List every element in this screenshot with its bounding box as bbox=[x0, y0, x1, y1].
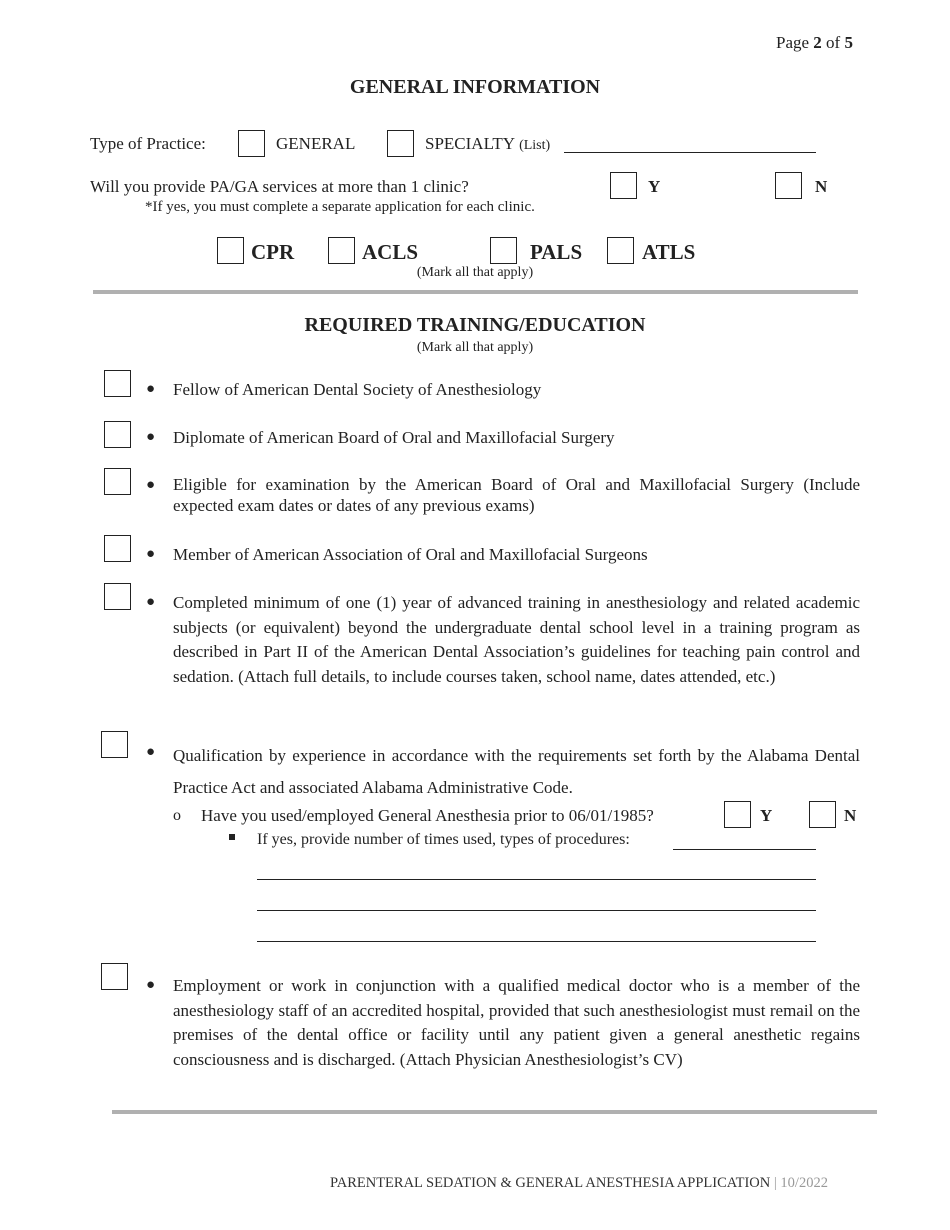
training-item-7: Employment or work in conjunction with a qualified medical doctor who is a member of the anesthesiology staff of an accredited hospital, provided that such anesthesiologist must remail on the premises of the dental office or facility until any patient given a general anesthetic regains consciousness and is discharged. (Attach Physician Anesthesiologist’s CV) bbox=[173, 976, 860, 1069]
pals-label: PALS bbox=[530, 240, 583, 264]
atls-label: ATLS bbox=[642, 240, 696, 264]
detail-line-4[interactable] bbox=[257, 941, 816, 942]
bullet: ● bbox=[146, 977, 156, 993]
sub-bullet: o bbox=[173, 807, 181, 824]
detail-line-3[interactable] bbox=[257, 910, 816, 911]
acls-checkbox[interactable] bbox=[328, 237, 355, 264]
general-label: GENERAL bbox=[276, 134, 356, 153]
clinic-yes-label: Y bbox=[648, 177, 661, 196]
detail-line-1[interactable] bbox=[673, 849, 816, 850]
training-checkbox-1[interactable] bbox=[104, 370, 131, 397]
ga-prior-yes-label: Y bbox=[760, 806, 773, 825]
training-note: (Mark all that apply) bbox=[416, 340, 534, 355]
type-of-practice-label: Type of Practice: bbox=[90, 134, 206, 153]
certs-note: (Mark all that apply) bbox=[416, 265, 534, 280]
specialty-label: SPECIALTY (List) bbox=[425, 134, 551, 153]
ga-prior-question: Have you used/employed General Anesthesia prior to 06/01/1985? bbox=[201, 806, 654, 825]
training-item-4: Member of American Association of Oral and Maxillofacial Surgeons bbox=[173, 545, 648, 564]
clinic-no-checkbox[interactable] bbox=[775, 172, 802, 199]
training-checkbox-6[interactable] bbox=[101, 731, 128, 758]
clinic-question: Will you provide PA/GA services at more than 1 clinic? bbox=[90, 177, 469, 196]
pals-checkbox[interactable] bbox=[490, 237, 517, 264]
bullet: ● bbox=[146, 477, 156, 493]
clinic-no-label: N bbox=[815, 177, 828, 196]
bullet: ● bbox=[146, 594, 156, 610]
training-checkbox-3[interactable] bbox=[104, 468, 131, 495]
specialty-checkbox[interactable] bbox=[387, 130, 414, 157]
bullet: ● bbox=[146, 381, 156, 397]
bullet: ● bbox=[146, 744, 156, 760]
bullet: ● bbox=[146, 429, 156, 445]
clinic-yes-checkbox[interactable] bbox=[610, 172, 637, 199]
atls-checkbox[interactable] bbox=[607, 237, 634, 264]
section-divider bbox=[93, 290, 858, 294]
training-checkbox-5[interactable] bbox=[104, 583, 131, 610]
cpr-checkbox[interactable] bbox=[217, 237, 244, 264]
acls-label: ACLS bbox=[362, 240, 419, 264]
page-number: Page 2 of 5 bbox=[776, 33, 853, 52]
training-title: REQUIRED TRAINING/EDUCATION bbox=[304, 314, 646, 336]
training-checkbox-7[interactable] bbox=[101, 963, 128, 990]
specialty-list-line[interactable] bbox=[564, 152, 816, 153]
training-checkbox-2[interactable] bbox=[104, 421, 131, 448]
bullet: ● bbox=[146, 546, 156, 562]
ga-prior-no-checkbox[interactable] bbox=[809, 801, 836, 828]
cpr-label: CPR bbox=[251, 240, 295, 264]
general-info-title: GENERAL INFORMATION bbox=[349, 76, 601, 98]
training-item-2: Diplomate of American Board of Oral and Maxillofacial Surgery bbox=[173, 428, 615, 447]
ga-prior-no-label: N bbox=[844, 806, 857, 825]
general-checkbox[interactable] bbox=[238, 130, 265, 157]
training-item-3: Eligible for examination by the American Board of Oral and Maxillofacial Surgery (Include expected exam dates or dates of any previous exams) bbox=[173, 475, 860, 515]
training-checkbox-4[interactable] bbox=[104, 535, 131, 562]
training-item-6: Qualification by experience in accordance with the requirements set forth by the Alabama Dental Practice Act and associated Alabama Administrative Code. bbox=[173, 746, 860, 797]
square-bullet bbox=[229, 834, 235, 840]
ga-prior-yes-checkbox[interactable] bbox=[724, 801, 751, 828]
training-item-1: Fellow of American Dental Society of Anesthesiology bbox=[173, 380, 542, 399]
footer: PARENTERAL SEDATION & GENERAL ANESTHESIA APPLICATION | 10/2022 bbox=[330, 1175, 828, 1191]
clinic-note: *If yes, you must complete a separate application for each clinic. bbox=[145, 199, 535, 215]
detail-line-2[interactable] bbox=[257, 879, 816, 880]
bottom-divider bbox=[112, 1110, 877, 1114]
ga-prior-detail: If yes, provide number of times used, types of procedures: bbox=[257, 831, 630, 848]
training-item-5: Completed minimum of one (1) year of advanced training in anesthesiology and related academic subjects (or equivalent) beyond the undergraduate dental school level in a training program as described in Part II of the American Dental Association’s guidelines for teaching pain control and sedation. (Attach full details, to include courses taken, school name, dates attended, etc.) bbox=[173, 593, 860, 686]
